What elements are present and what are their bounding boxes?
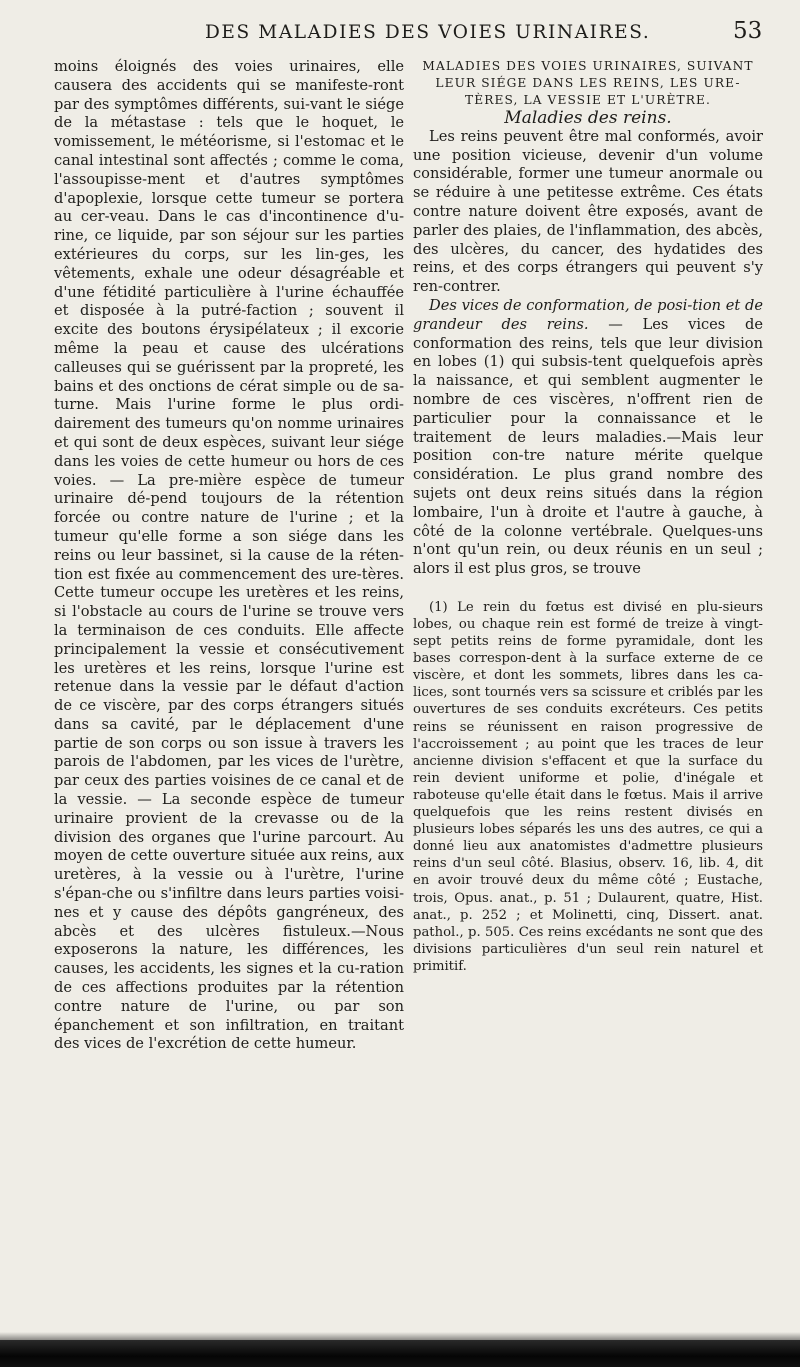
footnote: (1) Le rein du fœtus est divisé en plu-sieurs lobes, ou chaque rein est formé de treize à vingt-sept petits reins de forme pyramidale, dont les bases correspon-dent à la surface externe de ce viscère, et dont les sommets, libres dans les ca-lices, sont tournés vers sa scissure et criblés par les ouvertures de ses conduits excréteurs. Ces petits reins se réunissent en raison progressive de l'accroissement ; au point que les traces de leur ancienne division s'effacent et que la surface du rein devient uniforme et polie, d'inégale et raboteuse qu'elle était dans le fœtus. Mais il arrive quelquefois que les reins restent divisés en plusieurs lobes séparés les uns des autres, ce qui a donné lieu aux anatomistes d'admettre plusieurs reins d'un seul côté. Blasius, observ. 16, lib. 4, dit en avoir trouvé deux du même côté ; Eustache, trois, Opus. anat., p. 51 ; Dulaurent, quatre, Hist. anat., p. 252 ; et Molinetti, cinq, Dissert. anat. pathol., p. 505. Ces reins excédants ne sont que des divisions particulières d'un seul rein naturel et primitif. bbox=[413, 599, 763, 974]
right-paragraph-1: Les reins peuvent être mal conformés, avoir une position vicieuse, devenir d'un volume considérable, former une tumeur anormale ou se réduire à une petitesse extrême. Ces états contre nature doivent être exposés, avant de parler des plaies, de l'inflammation, des abcès, des ulcères, du cancer, des hydatides des reins, et des corps étrangers qui peuvent s'y ren-contrer. bbox=[413, 127, 763, 296]
right-paragraph-2 bbox=[413, 297, 763, 579]
left-paragraph: moins éloignés des voies urinaires, elle causera des accidents qui se manifeste-ront par des symptômes différents, sui-vant le siége de la métastase : tels que le hoquet, le vomissement, le météorisme, si l'estomac et le canal intestinal sont affectés ; comme le coma, l'assoupisse-ment et d'autres symptômes d'apoplexie, lorsque cette tumeur se portera au cer-veau. Dans le cas d'incontinence d'u-rine, ce liquide, par son séjour sur les parties extérieures du corps, sur les lin-ges, les vêtements, exhale une odeur désagréable et d'une fétidité particulière à l'urine échauffée et disposée à la putré-faction ; souvent il excite des boutons érysipélateux ; il excorie même la peau et cause des ulcérations calleuses qui se guérissent par la propreté, les bains et des onctions de cérat simple ou de sa-turne. Mais l'urine forme le plus ordi-dairement des tumeurs qu'on nomme urinaires et qui sont de deux espèces, suivant leur siége dans les voies de cette humeur ou hors de ces voies. — La pre-mière espèce de tumeur urinaire dé-pend toujours de la rétention forcée ou contre nature de l'urine ; et la tumeur qu'elle forme a son siége dans les reins ou leur bassinet, si la cause de la réten-tion est fixée au commencement des ure-tères. Cette tumeur occupe les uretères et les reins, si l'obstacle au cours de l'urine se trouve vers la terminaison de ces conduits. Elle affecte principalement la vessie et consécutivement les uretères et les reins, lorsque l'urine est retenue dans la vessie par le défaut d'action de ce viscère, par des corps étrangers situés dans sa cavité, par le déplacement d'une partie de son corps ou son issue à travers les parois de l'abdomen, par les vices de l'urètre, par ceux des parties voisines de ce canal et de la vessie. — La seconde espèce de tumeur urinaire provient de la crevasse ou de la division des organes que l'urine parcourt. Au moyen de cette ouverture située aux reins, aux uretères, à la vessie ou à l'urètre, l'urine s'épan-che ou s'infiltre dans leurs parties voisi-nes et y cause des dépôts gangréneux, des abcès et des ulcères fistuleux.—Nous exposerons la nature, les différences, les causes, les accidents, les signes et la cu-ration de ces affections produites par la rétention contre nature de l'urine, ou par son épanchement et son infiltration, en traitant des vices de l'excrétion de cette humeur. bbox=[54, 58, 404, 1053]
scan-bottom-edge bbox=[0, 1340, 800, 1367]
paragraph-2-text: — Les vices de conformation des reins, tels que leur division en lobes (1) qui subsis-tent quelquefois après la naissance, et qui semblent augmenter le nombre de ces viscères, n'offrent rien de particulier pour la connaissance et le traitement de leurs maladies.—Mais leur position con-tre nature mérite quelque considération. Le plus grand nombre des sujets ont deux reins situés dans la région lombaire, l'un à droite et l'autre à gauche, à côté de la colonne vertébrale. Quelques-uns n'ont qu'un rein, ou deux réunis en un seul ; alors il est plus gros, se trouve bbox=[413, 315, 763, 578]
running-title: DES MALADIES DES VOIES URINAIRES. bbox=[205, 22, 651, 43]
left-column bbox=[54, 58, 404, 1054]
paragraph-2-italic-lead: Des vices de conformation, de posi-tion et de grandeur des reins. bbox=[413, 296, 763, 333]
section-heading: MALADIES DES VOIES URINAIRES, SUIVANT LEUR SIÉGE DANS LES REINS, LES URE-TÈRES, LA VESSIE ET L'URÈTRE. bbox=[422, 59, 754, 107]
right-column bbox=[413, 58, 763, 975]
subsection-title: Maladies des reins. bbox=[504, 108, 672, 128]
page-number: 53 bbox=[733, 18, 763, 44]
page-header bbox=[0, 18, 800, 50]
